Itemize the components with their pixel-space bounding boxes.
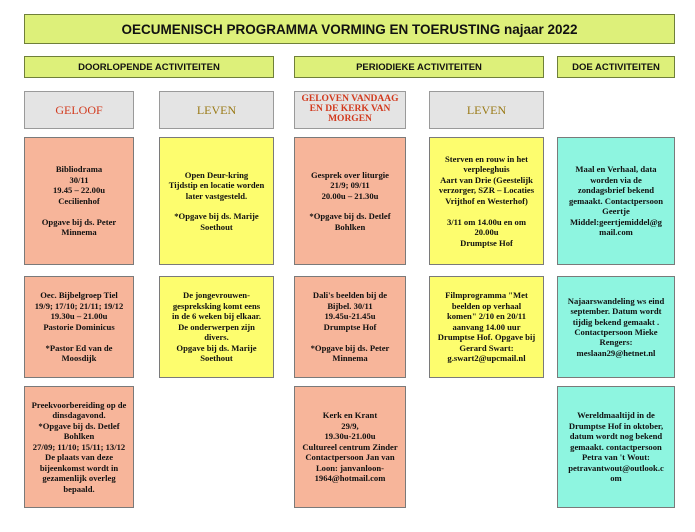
card-oec-bijbelgroep: Oec. Bijbelgroep Tiel 19/9; 17/10; 21/11; 19/12 19.30u – 21.00u Pastorie Dominicus *Pastor Ed van de Moosdijk — [24, 276, 134, 378]
card-kerk-en-krant: Kerk en Krant 29/9, 19.30u-21.00u Cultureel centrum Zinder Contactpersoon Jan van Loon: janvanloon- 1964@hotmail.com — [294, 386, 406, 508]
card-bibliodrama: Bibliodrama 30/11 19.45 – 22.00u Cecilienhof Opgave bij ds. Peter Minnema — [24, 137, 134, 265]
card-sterven-en-rouw: Sterven en rouw in het verpleeghuis Aart van Drie (Geestelijk verzorger, SZR – Locaties Vrijthof en Westerhof) 3/11 om 14.00u en om 20.00u Drumptse Hof — [429, 137, 544, 265]
section-doe-activiteiten: DOE ACTIVITEITEN — [557, 56, 675, 78]
card-jongevrouwen-gesprekskring: De jongevrouwen- gespreksking komt eens in de 6 weken bij elkaar. De onderwerpen zijn divers. Opgave bij ds. Marije Soethout — [159, 276, 274, 378]
header-leven-periodiek: LEVEN — [429, 91, 544, 129]
page-title: OECUMENISCH PROGRAMMA VORMING EN TOERUSTING najaar 2022 — [24, 14, 675, 44]
header-geloof: GELOOF — [24, 91, 134, 129]
section-periodieke-activiteiten: PERIODIEKE ACTIVITEITEN — [294, 56, 544, 78]
header-leven-doorlopend: LEVEN — [159, 91, 274, 129]
card-gesprek-liturgie: Gesprek over liturgie 21/9; 09/11 20.00u – 21.30u *Opgave bij ds. Detlef Bohlken — [294, 137, 406, 265]
card-preekvoorbereiding: Preekvoorbereiding op de dinsdagavond. *Opgave bij ds. Detlef Bohlken 27/09; 11/10; 15/11; 13/12 De plaats van deze bijeenkomst wordt in gezamenlijk overleg bepaald. — [24, 386, 134, 508]
card-najaarswandeling: Najaarswandeling ws eind september. Datum wordt tijdig bekend gemaakt . Contactpersoon Mieke Rengers: meslaan29@hetnet.nl — [557, 276, 675, 378]
card-wereldmaaltijd: Wereldmaaltijd in de Drumptse Hof in oktober, datum wordt nog bekend gemaakt. contactpersoon Petra van 't Wout: petravantwout@outlook.c om — [557, 386, 675, 508]
card-dali-beelden: Dali's beelden bij de Bijbel. 30/11 19.45u-21.45u Drumptse Hof *Opgave bij ds. Peter Minnema — [294, 276, 406, 378]
section-doorlopende-activiteiten: DOORLOPENDE ACTIVITEITEN — [24, 56, 274, 78]
card-maal-en-verhaal: Maal en Verhaal, data worden via de zondagsbrief bekend gemaakt. Contactpersoon Geertje Middel:geertjemiddel@g mail.com — [557, 137, 675, 265]
card-open-deur-kring: Open Deur-kring Tijdstip en locatie worden later vastgesteld. *Opgave bij ds. Marije Soethout — [159, 137, 274, 265]
header-geloven-vandaag: GELOVEN VANDAAG EN DE KERK VAN MORGEN — [294, 91, 406, 129]
card-filmprogramma: Filmprogramma "Met beelden op verhaal komen" 2/10 en 20/11 aanvang 14.00 uur Drumptse Hof. Opgave bij Gerard Swart: g.swart2@upcmail.nl — [429, 276, 544, 378]
